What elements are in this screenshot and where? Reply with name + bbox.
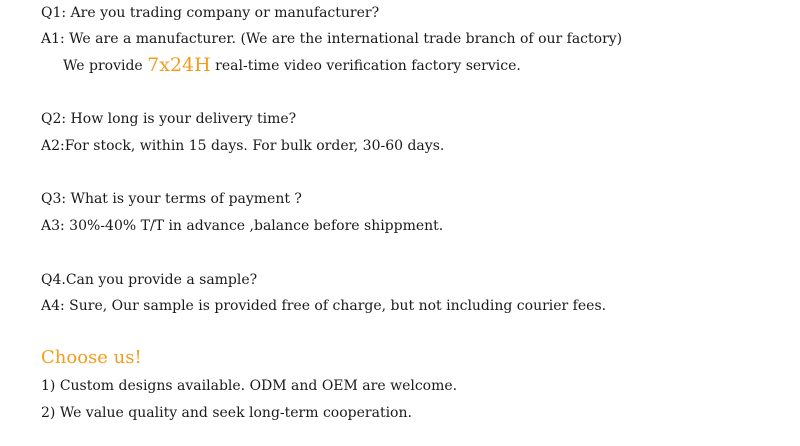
choose-us-item-2: 2) We value quality and seek long-term cooperation.	[41, 405, 412, 421]
faq-answer-2: A2:For stock, within 15 days. For bulk order, 30-60 days.	[41, 138, 445, 154]
faq-answer-3: A3: 30%-40% T/T in advance ,balance before shippment.	[41, 218, 444, 234]
service-suffix: real-time video verification factory service.	[210, 58, 521, 74]
choose-us-item-1: 1) Custom designs available. ODM and OEM are welcome.	[41, 378, 458, 394]
choose-us-heading: Choose us!	[41, 347, 142, 368]
faq-question-1: Q1: Are you trading company or manufacturer?	[41, 5, 380, 21]
faq-answer-4: A4: Sure, Our sample is provided free of charge, but not including courier fees.	[41, 298, 607, 314]
service-prefix: We provide	[63, 58, 148, 74]
faq-question-4: Q4.Can you provide a sample?	[41, 272, 258, 288]
faq-question-3: Q3: What is your terms of payment ?	[41, 191, 302, 207]
faq-answer-1-extra	[63, 56, 521, 75]
faq-answer-1: A1: We are a manufacturer. (We are the international trade branch of our factory)	[41, 31, 623, 47]
service-highlight: 7x24H	[147, 54, 211, 76]
faq-question-2: Q2: How long is your delivery time?	[41, 111, 297, 127]
